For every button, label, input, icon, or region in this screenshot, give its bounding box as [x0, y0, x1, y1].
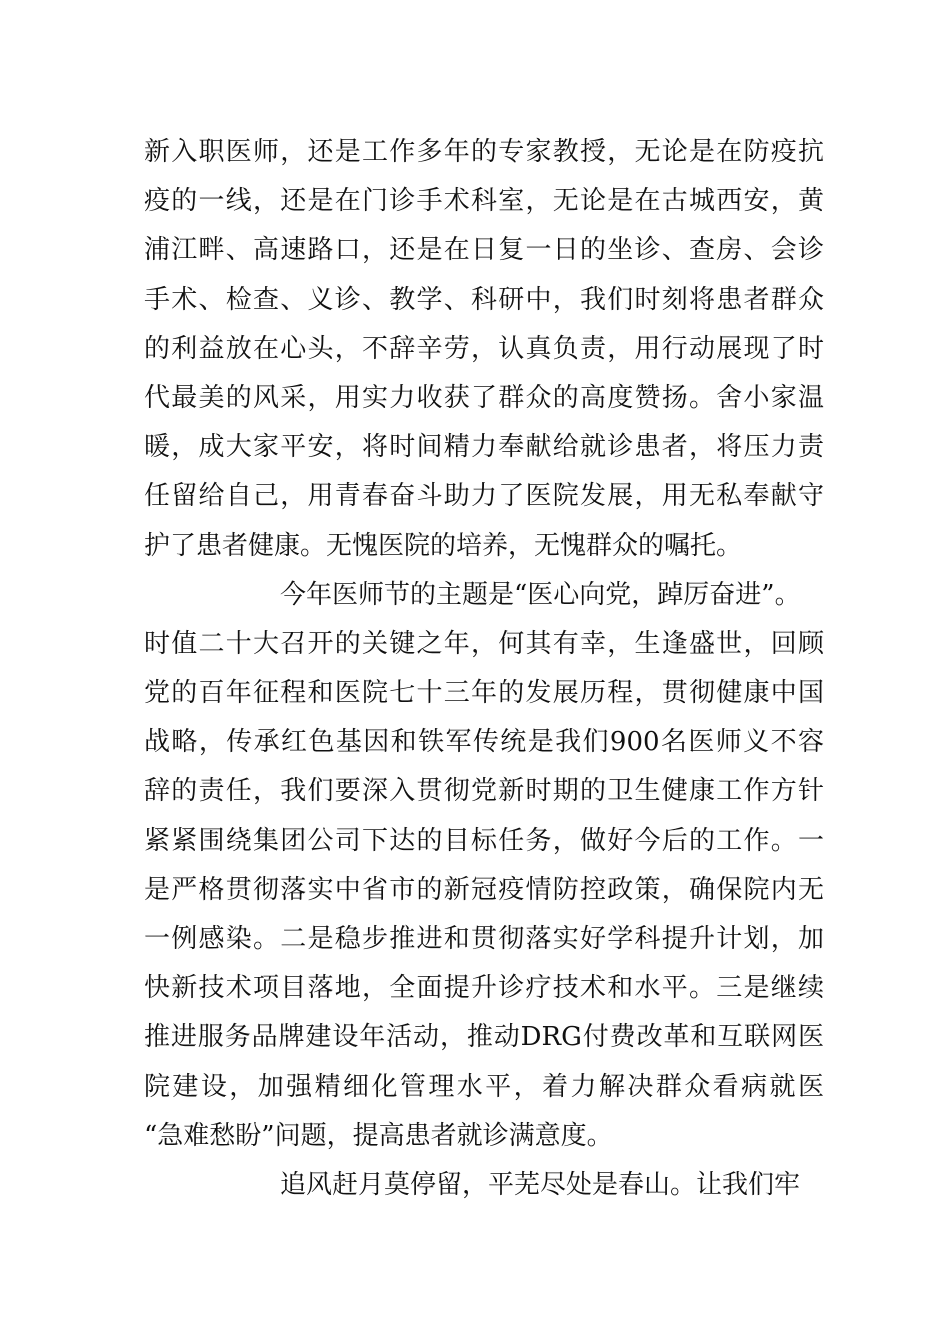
text-line: 是严格贯彻落实中省市的新冠疫情防控政策，确保院内无	[144, 874, 824, 905]
text-line: 一例感染。二是稳步推进和贯彻落实好学科提升计划，加	[144, 924, 824, 954]
paragraph-start-line: 追风赶月莫停留，平芜尽处是春山。让我们牢	[280, 1169, 801, 1200]
text-line: 推进服务品牌建设年活动，推动DRG付费改革和互联网医	[144, 1022, 824, 1053]
text-line: 新入职医师，还是工作多年的专家教授，无论是在防疫抗	[144, 137, 824, 167]
text-line: 辞的责任，我们要深入贯彻党新时期的卫生健康工作方针	[144, 776, 824, 807]
paragraph-start-line: 今年医师节的主题是“医心向党，踔厉奋进”。	[280, 579, 801, 610]
text-line: 快新技术项目落地，全面提升诊疗技术和水平。三是继续	[144, 973, 824, 1004]
text-line: 时值二十大召开的关键之年，何其有幸，生逢盛世，回顾	[144, 628, 824, 659]
text-line: 院建设，加强精细化管理水平，着力解决群众看病就医	[144, 1071, 824, 1102]
paragraph-end-line: 护了患者健康。无愧医院的培养，无愧群众的嘱托。	[144, 530, 743, 561]
text-line: 浦江畔、高速路口，还是在日复一日的坐诊、查房、会诊	[144, 235, 824, 266]
text-line: 暖，成大家平安，将时间精力奉献给就诊患者，将压力责	[144, 432, 824, 463]
text-line: 疫的一线，还是在门诊手术科室，无论是在古城西安，黄	[144, 186, 824, 217]
text-line: 党的百年征程和医院七十三年的发展历程，贯彻健康中国	[144, 678, 824, 709]
text-line: 代最美的风采，用实力收获了群众的高度赞扬。舍小家温	[144, 382, 824, 413]
text-line: 战略，传承红色基因和铁军传统是我们900名医师义不容	[144, 727, 824, 758]
text-line: 手术、检查、义诊、教学、科研中，我们时刻将患者群众	[144, 284, 824, 315]
text-line: 任留给自己，用青春奋斗助力了医院发展，用无私奉献守	[144, 481, 824, 512]
text-line: 紧紧围绕集团公司下达的目标任务，做好今后的工作。一	[144, 825, 824, 856]
text-line: 的利益放在心头，不辞辛劳，认真负责，用行动展现了时	[144, 333, 824, 364]
body-text	[144, 128, 824, 1210]
paragraph-end-line: “急难愁盼”问题，提高患者就诊满意度。	[144, 1120, 613, 1151]
